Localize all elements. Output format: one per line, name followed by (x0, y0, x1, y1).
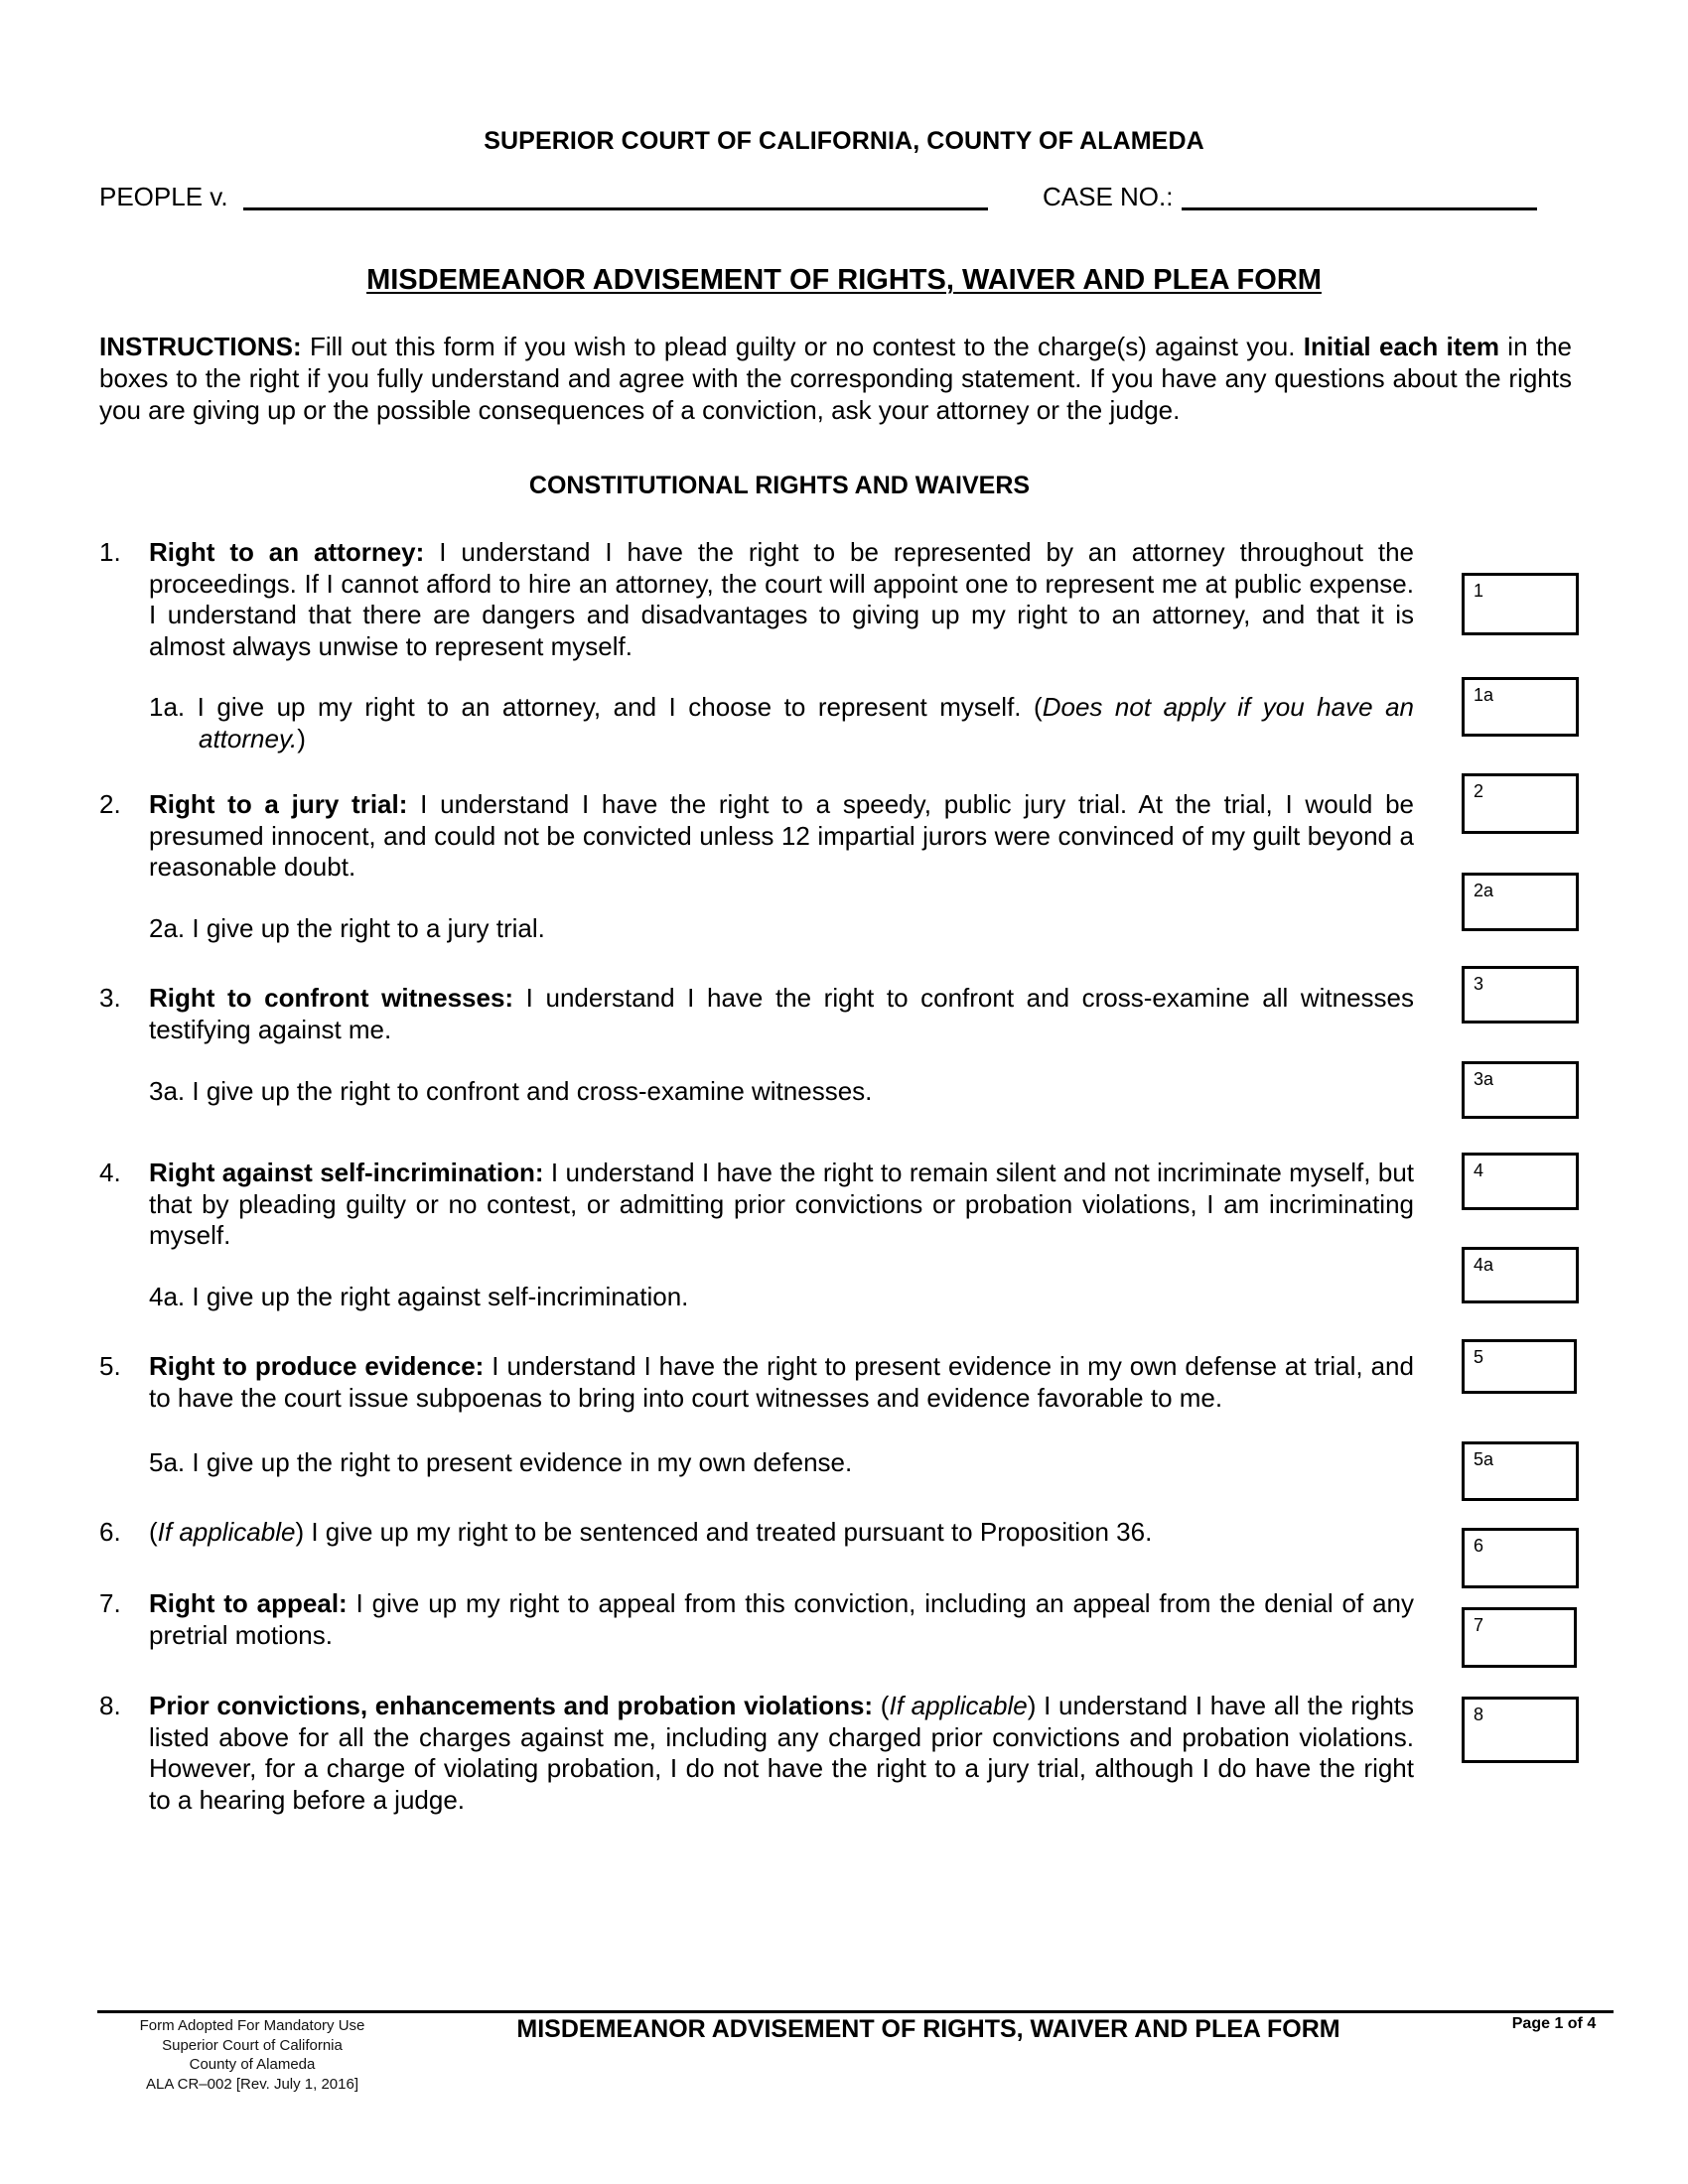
item-title: Right to a jury trial: (149, 789, 408, 819)
item-text: 3a. I give up the right to confront and cross-examine witnesses. (149, 1076, 873, 1106)
case-number-field[interactable] (1182, 207, 1537, 210)
initial-box-5a[interactable] (1462, 1441, 1579, 1501)
item-text: I understand I have the right to present evidence in my own defense at trial, and to have the court issue subpoenas to bring into court witnesses and evidence favorable to me. (149, 1351, 1414, 1413)
instructions (99, 331, 1572, 426)
footer-line: Superior Court of California (162, 2036, 343, 2054)
footer-divider (97, 2010, 1614, 2013)
item-number: 5. (99, 1351, 121, 1381)
item-text: I understand I have the right to be represented by an attorney throughout the proceedings. If I cannot afford to hire an attorney, the court will appoint one to represent me at public expense. I understand that there are dangers and disadvantages to giving up my right to an attorney, and that it is almost always unwise to represent myself. (149, 537, 1414, 661)
item-text: 4a. I give up the right against self-incrimination. (149, 1282, 689, 1311)
instructions-label: INSTRUCTIONS: (99, 332, 302, 361)
form-title (0, 264, 1688, 297)
initial-box-label: 5a (1474, 1449, 1494, 1469)
initial-box-5[interactable] (1462, 1339, 1577, 1394)
item-title: Right to confront witnesses: (149, 983, 514, 1013)
item-text: 5a. I give up the right to present evidence in my own defense. (149, 1447, 853, 1477)
item-text: 2a. I give up the right to a jury trial. (149, 913, 545, 943)
people-name-field[interactable] (243, 207, 988, 210)
initial-box-3[interactable] (1462, 966, 1579, 1024)
item-number: 3. (99, 983, 121, 1013)
item-number: 7. (99, 1588, 121, 1618)
footer-title: MISDEMEANOR ADVISEMENT OF RIGHTS, WAIVER AND PLEA FORM (516, 2015, 1340, 2043)
initial-box-label: 2 (1474, 781, 1484, 801)
footer-line: Form Adopted For Mandatory Use (139, 2017, 365, 2034)
initial-box-4[interactable] (1462, 1153, 1579, 1210)
footer-line: County of Alameda (189, 2056, 316, 2073)
instructions-emphasis: Initial each item (1303, 332, 1499, 361)
section-heading: CONSTITUTIONAL RIGHTS AND WAIVERS (528, 472, 1031, 499)
initial-box-6[interactable] (1462, 1528, 1579, 1588)
initial-box-label: 3 (1474, 974, 1484, 994)
initial-box-label: 3a (1474, 1069, 1494, 1089)
item-7 (99, 1588, 1414, 1651)
initial-box-label: 2a (1474, 881, 1494, 900)
item-number: 8. (99, 1691, 121, 1720)
initial-box-1a[interactable] (1462, 677, 1579, 737)
item-text: I understand I have the right to remain silent and not incriminate myself, but that by pleading guilty or no contest, or admitting prior convictions or probation violations, I am incriminating myself. (149, 1158, 1415, 1250)
initial-box-label: 1a (1474, 685, 1494, 705)
instructions-text-cont: in the boxes to the right if you fully understand and agree with the corresponding statement. If you have any questions about the rights you are giving up or the possible consequences of a conviction, ask your attorney or the judge. (99, 332, 1572, 425)
initial-box-label: 4 (1474, 1160, 1484, 1180)
initial-box-7[interactable] (1462, 1607, 1577, 1668)
item-2a (149, 913, 1414, 945)
initial-box-label: 7 (1474, 1615, 1484, 1635)
initial-box-label: 8 (1474, 1705, 1484, 1724)
item-number: 1. (99, 537, 121, 567)
item-number: 6. (99, 1517, 121, 1547)
item-text: 1a. I give up my right to an attorney, and I choose to represent myself. ( (149, 692, 1043, 722)
item-text: ) I understand I have all the rights listed above for all the charges against me, including any charged prior convictions and probation violations. However, for a charge of violating probation, I do not have the right to a jury trial, although I do have the right to a hearing before a judge. (149, 1691, 1414, 1815)
item-text: ) I give up my right to be sentenced and treated pursuant to Proposition 36. (295, 1517, 1153, 1547)
item-1 (99, 537, 1414, 662)
case-no-label: CASE NO.: (1043, 182, 1174, 211)
item-text: I give up my right to appeal from this conviction, including an appeal from the denial of any pretrial motions. (149, 1588, 1414, 1650)
item-title: Right to an attorney: (149, 537, 425, 567)
initial-box-label: 5 (1474, 1347, 1484, 1367)
item-text: I understand I have the right to a speedy, public jury trial. At the trial, I would be presumed innocent, and could not be convicted unless 12 impartial jurors were convinced of my guilt beyond a reasonable doubt. (149, 789, 1415, 882)
initial-box-label: 1 (1474, 581, 1484, 601)
initial-box-4a[interactable] (1462, 1247, 1579, 1303)
initial-box-3a[interactable] (1462, 1061, 1579, 1119)
item-text-end: ) (297, 723, 306, 753)
item-note: Does not apply if you have an attorney. (199, 692, 1414, 753)
item-note: If applicable (157, 1517, 296, 1547)
initial-box-1[interactable] (1462, 573, 1579, 635)
initial-box-2a[interactable] (1462, 873, 1579, 931)
footer-form-info (97, 2016, 407, 2094)
item-number: 2. (99, 789, 121, 819)
item-5a (149, 1447, 1414, 1479)
item-2 (99, 789, 1414, 884)
item-3a (149, 1076, 1414, 1108)
initial-box-8[interactable] (1462, 1697, 1579, 1763)
item-title: Right to produce evidence: (149, 1351, 485, 1381)
item-number: 4. (99, 1158, 121, 1187)
item-4a (149, 1282, 1414, 1313)
item-6 (99, 1517, 1414, 1549)
instructions-text: Fill out this form if you wish to plead guilty or no contest to the charge(s) against you. (301, 332, 1304, 361)
footer-form-number: ALA CR–002 [Rev. July 1, 2016] (145, 2075, 358, 2093)
initial-box-2[interactable] (1462, 773, 1579, 834)
item-text: I understand I have the right to confront and cross-examine all witnesses testifying against me. (149, 983, 1415, 1044)
form-title-text: MISDEMEANOR ADVISEMENT OF RIGHTS, WAIVER AND PLEA FORM (366, 264, 1322, 296)
initial-box-label: 6 (1474, 1536, 1484, 1556)
item-3 (99, 983, 1414, 1045)
item-note: If applicable (889, 1691, 1028, 1720)
item-title: Right against self-incrimination: (149, 1158, 544, 1187)
initial-box-label: 4a (1474, 1255, 1494, 1275)
people-label: PEOPLE v. (99, 182, 228, 211)
court-header: SUPERIOR COURT OF CALIFORNIA, COUNTY OF ALAMEDA (484, 127, 1204, 155)
item-8 (99, 1691, 1414, 1816)
item-4 (99, 1158, 1414, 1252)
item-1a (149, 692, 1414, 754)
item-paren: ( (873, 1691, 890, 1720)
item-5 (99, 1351, 1414, 1414)
item-title: Right to appeal: (149, 1588, 348, 1618)
item-paren: ( (149, 1517, 158, 1547)
item-title: Prior convictions, enhancements and probation violations: (149, 1691, 874, 1720)
page-number: Page 1 of 4 (1511, 2015, 1597, 2032)
